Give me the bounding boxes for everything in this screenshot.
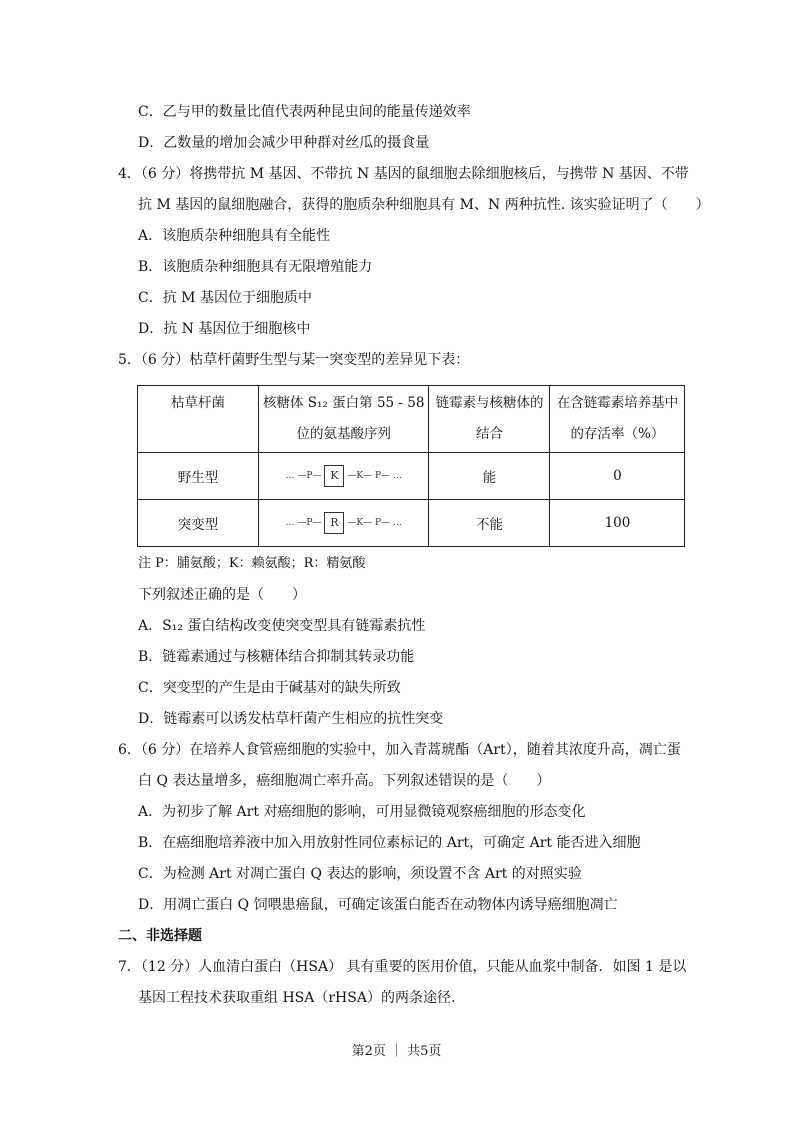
q5-stem: 5．（6 分）枯草杆菌野生型与某一突变型的差异见下表： — [118, 352, 470, 368]
binding-cell: 不能 — [429, 500, 550, 547]
q4-option-b: B．该胞质杂种细胞具有无限增殖能力 — [138, 259, 373, 275]
q6-option-c: C．为检测 Art 对凋亡蛋白 Q 表达的影响，须设置不含 Art 的对照实验 — [138, 866, 582, 882]
comparison-table — [137, 385, 685, 547]
q4-option-a: A．该胞质杂种细胞具有全能性 — [138, 228, 331, 244]
q5-option-a: A．S₁₂ 蛋白结构改变使突变型具有链霉素抗性 — [138, 618, 426, 634]
q4-stem-line1: 4．（6 分）将携带抗 M 基因、不带抗 N 基因的鼠细胞去除细胞核后，与携带 N 基因、不带 — [118, 166, 689, 182]
q6-option-a: A．为初步了解 Art 对癌细胞的影响，可用显微镜观察癌细胞的形态变化 — [138, 804, 586, 820]
section-heading: 二、非选择题 — [118, 928, 202, 944]
type-cell: 野生型 — [138, 453, 259, 500]
q3-option-d: D．乙数量的增加会减少甲种群对丝瓜的摄食量 — [138, 135, 430, 151]
table-row — [138, 453, 685, 500]
survival-cell: 100 — [550, 500, 685, 547]
type-cell: 突变型 — [138, 500, 259, 547]
q5-option-c: C．突变型的产生是由于碱基对的缺失所致 — [138, 680, 401, 696]
q4-option-d: D．抗 N 基因位于细胞核中 — [138, 321, 311, 337]
header-cell: 链霉素与核糖体的 结合 — [429, 386, 550, 453]
header-cell: 在含链霉素培养基中 的存活率（%） — [550, 386, 685, 453]
table-row — [138, 500, 685, 547]
q5-question: 下列叙述正确的是（ ） — [138, 587, 306, 603]
binding-cell: 能 — [429, 453, 550, 500]
q7-stem-line2: 基因工程技术获取重组 HSA（rHSA）的两条途径. — [138, 990, 456, 1006]
q5-note: 注 P：脯氨酸；K：赖氨酸；R：精氨酸 — [138, 556, 366, 571]
sequence-cell: … —P— K —K— P— … — [259, 453, 429, 500]
sequence-cell: … —P— R —K— P— … — [259, 500, 429, 547]
q7-stem-line1: 7．（12 分）人血清白蛋白（HSA） 具有重要的医用价值，只能从血浆中制备．如图 1 是以 — [118, 959, 687, 975]
q6-stem-line1: 6．（6 分）在培养人食管癌细胞的实验中，加入青蒿琥酯（Art），随着其浓度升高，凋亡蛋 — [118, 742, 681, 758]
page-footer: 第2页 ｜ 共5页 — [351, 1044, 442, 1059]
q3-option-c: C．乙与甲的数量比值代表两种昆虫间的能量传递效率 — [138, 104, 471, 120]
q5-option-b: B．链霉素通过与核糖体结合抑制其转录功能 — [138, 649, 415, 665]
header-cell: 核糖体 S₁₂ 蛋白第 55 - 58 位的氨基酸序列 — [259, 386, 429, 453]
page-content — [0, 103, 793, 1020]
q5-option-d: D．链霉素可以诱发枯草杆菌产生相应的抗性突变 — [138, 711, 444, 727]
survival-cell: 0 — [550, 453, 685, 500]
q6-option-b: B．在癌细胞培养液中加入用放射性同位素标记的 Art，可确定 Art 能否进入细胞 — [138, 835, 641, 851]
q6-stem-line2: 白 Q 表达量增多，癌细胞凋亡率升高。下列叙述错误的是（ ） — [138, 773, 551, 789]
header-cell: 枯草杆菌 — [138, 386, 259, 453]
q4-option-c: C．抗 M 基因位于细胞质中 — [138, 290, 312, 306]
q6-option-d: D．用凋亡蛋白 Q 饲喂患癌鼠，可确定该蛋白能否在动物体内诱导癌细胞凋亡 — [138, 897, 618, 913]
q4-stem-line2: 抗 M 基因的鼠细胞融合，获得的胞质杂种细胞具有 M、N 两种抗性. 该实验证明了（ ） — [138, 197, 710, 213]
